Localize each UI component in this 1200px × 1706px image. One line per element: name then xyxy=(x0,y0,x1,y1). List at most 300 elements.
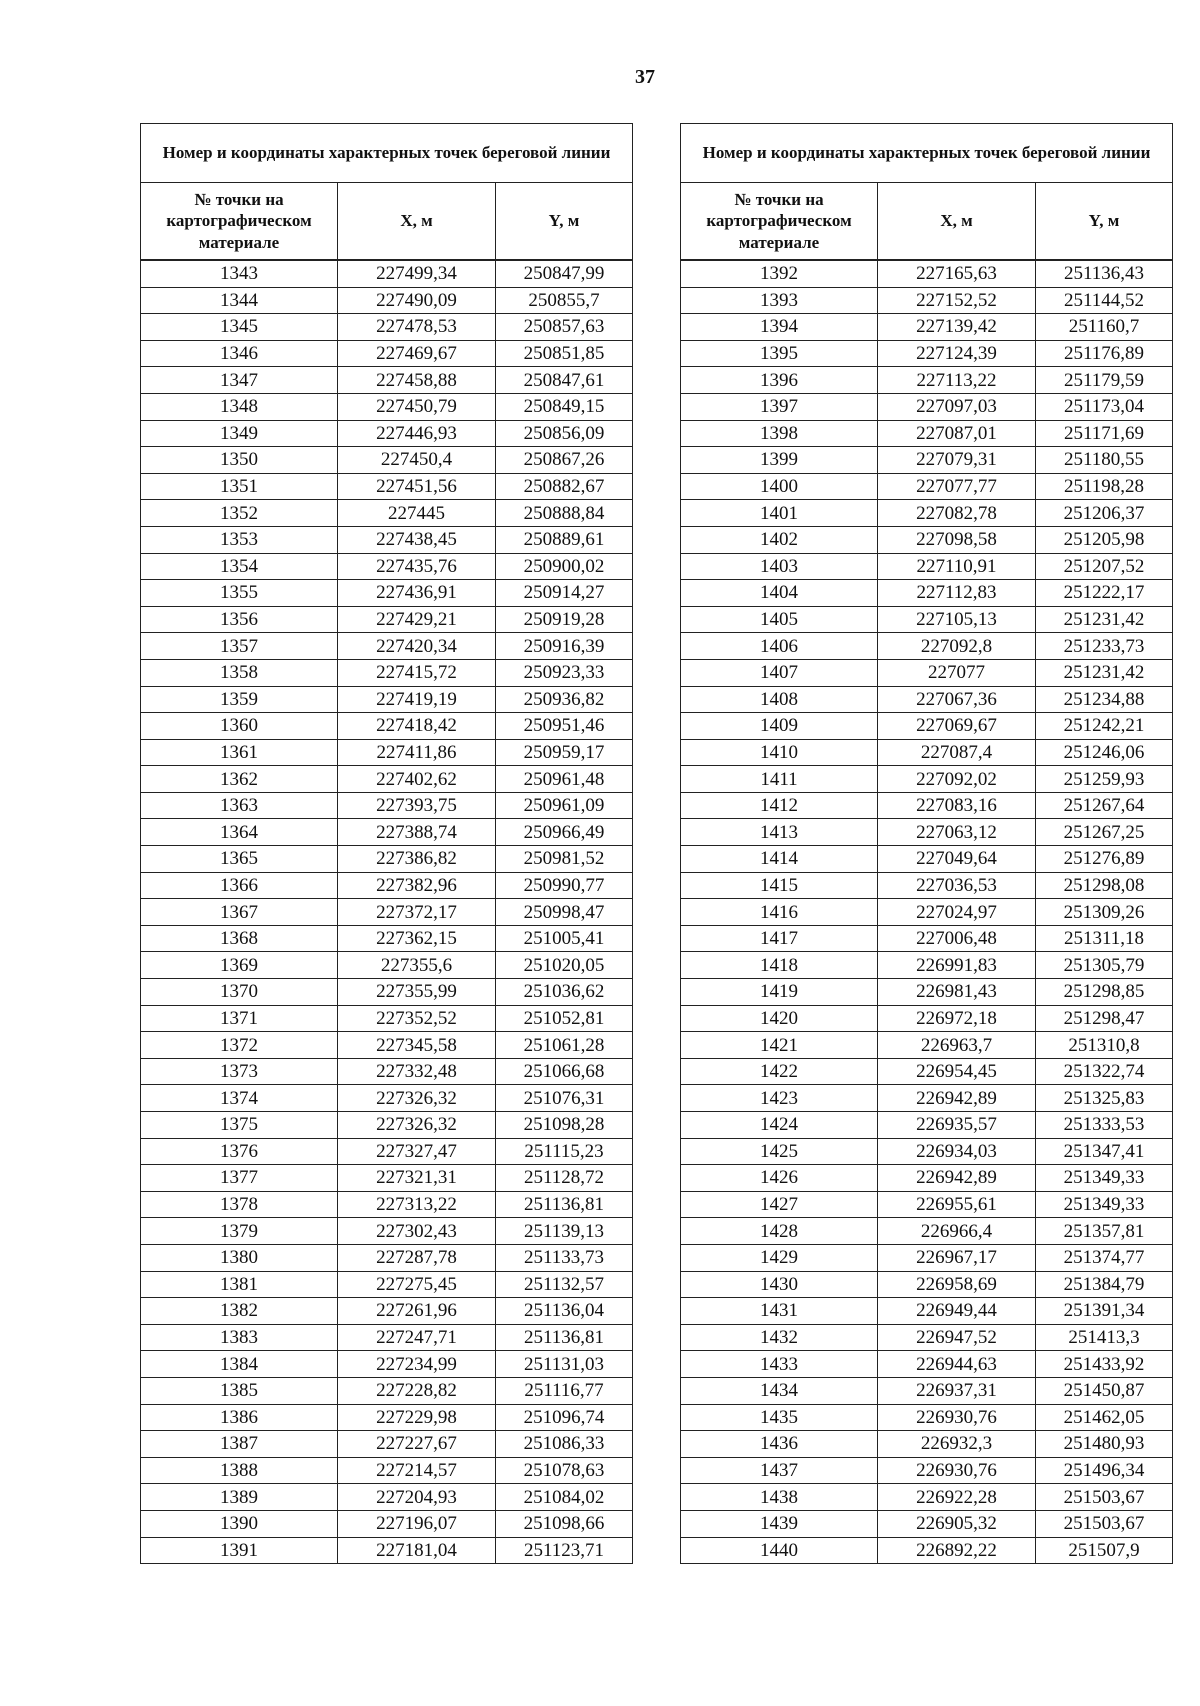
cell-point-number: 1355 xyxy=(141,580,338,607)
table-row xyxy=(141,1138,633,1165)
cell-y: 251096,74 xyxy=(496,1404,633,1431)
cell-y: 251267,25 xyxy=(1036,819,1173,846)
cell-y: 251098,66 xyxy=(496,1510,633,1537)
cell-x: 227372,17 xyxy=(338,899,496,926)
cell-x: 227152,52 xyxy=(878,287,1036,314)
table-row xyxy=(141,1377,633,1404)
table-row xyxy=(681,420,1173,447)
cell-point-number: 1408 xyxy=(681,686,878,713)
cell-x: 227321,31 xyxy=(338,1165,496,1192)
cell-point-number: 1372 xyxy=(141,1032,338,1059)
table-row xyxy=(141,1404,633,1431)
table-row xyxy=(141,1484,633,1511)
cell-point-number: 1432 xyxy=(681,1324,878,1351)
cell-y: 251173,04 xyxy=(1036,393,1173,420)
cell-y: 251349,33 xyxy=(1036,1191,1173,1218)
cell-point-number: 1439 xyxy=(681,1510,878,1537)
table-row xyxy=(681,447,1173,474)
cell-y: 251036,62 xyxy=(496,979,633,1006)
cell-point-number: 1364 xyxy=(141,819,338,846)
cell-y: 251311,18 xyxy=(1036,925,1173,952)
cell-point-number: 1429 xyxy=(681,1244,878,1271)
cell-x: 227063,12 xyxy=(878,819,1036,846)
cell-x: 226922,28 xyxy=(878,1484,1036,1511)
table-row xyxy=(681,1431,1173,1458)
table-row xyxy=(681,1005,1173,1032)
table-row xyxy=(681,1298,1173,1325)
cell-point-number: 1356 xyxy=(141,606,338,633)
cell-point-number: 1398 xyxy=(681,420,878,447)
cell-y: 250990,77 xyxy=(496,872,633,899)
table-row xyxy=(681,819,1173,846)
cell-y: 251084,02 xyxy=(496,1484,633,1511)
cell-x: 227415,72 xyxy=(338,659,496,686)
cell-x: 226981,43 xyxy=(878,979,1036,1006)
cell-y: 251136,81 xyxy=(496,1191,633,1218)
table-row xyxy=(681,260,1173,287)
cell-x: 226942,89 xyxy=(878,1165,1036,1192)
table-row xyxy=(141,314,633,341)
cell-point-number: 1423 xyxy=(681,1085,878,1112)
cell-point-number: 1437 xyxy=(681,1457,878,1484)
cell-x: 226934,03 xyxy=(878,1138,1036,1165)
table-row xyxy=(681,553,1173,580)
cell-point-number: 1433 xyxy=(681,1351,878,1378)
cell-point-number: 1365 xyxy=(141,846,338,873)
cell-y: 250919,28 xyxy=(496,606,633,633)
cell-point-number: 1421 xyxy=(681,1032,878,1059)
table-row xyxy=(141,819,633,846)
cell-point-number: 1389 xyxy=(141,1484,338,1511)
cell-point-number: 1397 xyxy=(681,393,878,420)
cell-x: 227036,53 xyxy=(878,872,1036,899)
cell-y: 251066,68 xyxy=(496,1058,633,1085)
cell-y: 251357,81 xyxy=(1036,1218,1173,1245)
cell-point-number: 1386 xyxy=(141,1404,338,1431)
cell-point-number: 1346 xyxy=(141,340,338,367)
table-row xyxy=(681,1085,1173,1112)
cell-point-number: 1409 xyxy=(681,713,878,740)
cell-y: 251020,05 xyxy=(496,952,633,979)
cell-x: 226966,4 xyxy=(878,1218,1036,1245)
cell-x: 227345,58 xyxy=(338,1032,496,1059)
table-row xyxy=(141,1351,633,1378)
table-row xyxy=(141,340,633,367)
cell-x: 227418,42 xyxy=(338,713,496,740)
page-number: 37 xyxy=(635,66,655,88)
table-row xyxy=(681,1351,1173,1378)
table-row xyxy=(681,1404,1173,1431)
table-row xyxy=(681,1324,1173,1351)
cell-point-number: 1419 xyxy=(681,979,878,1006)
cell-point-number: 1362 xyxy=(141,766,338,793)
table-row xyxy=(681,1537,1173,1564)
cell-y: 251061,28 xyxy=(496,1032,633,1059)
cell-x: 227393,75 xyxy=(338,792,496,819)
table-row xyxy=(681,1271,1173,1298)
cell-y: 251115,23 xyxy=(496,1138,633,1165)
table-row xyxy=(141,1058,633,1085)
cell-x: 226892,22 xyxy=(878,1537,1036,1564)
cell-x: 227112,83 xyxy=(878,580,1036,607)
cell-x: 227352,52 xyxy=(338,1005,496,1032)
column-header-x: X, м xyxy=(338,183,496,261)
table-row xyxy=(141,1271,633,1298)
cell-x: 226949,44 xyxy=(878,1298,1036,1325)
cell-point-number: 1392 xyxy=(681,260,878,287)
cell-point-number: 1353 xyxy=(141,526,338,553)
cell-y: 251078,63 xyxy=(496,1457,633,1484)
cell-y: 250849,15 xyxy=(496,393,633,420)
cell-x: 227355,6 xyxy=(338,952,496,979)
cell-x: 227435,76 xyxy=(338,553,496,580)
cell-x: 226955,61 xyxy=(878,1191,1036,1218)
cell-x: 227067,36 xyxy=(878,686,1036,713)
cell-y: 251276,89 xyxy=(1036,846,1173,873)
cell-x: 227024,97 xyxy=(878,899,1036,926)
cell-y: 251242,21 xyxy=(1036,713,1173,740)
cell-x: 227139,42 xyxy=(878,314,1036,341)
cell-y: 251347,41 xyxy=(1036,1138,1173,1165)
cell-x: 227355,99 xyxy=(338,979,496,1006)
cell-x: 226958,69 xyxy=(878,1271,1036,1298)
cell-point-number: 1436 xyxy=(681,1431,878,1458)
table-row xyxy=(141,500,633,527)
table-row xyxy=(141,1244,633,1271)
table-row xyxy=(681,713,1173,740)
cell-point-number: 1415 xyxy=(681,872,878,899)
cell-x: 227092,8 xyxy=(878,633,1036,660)
cell-y: 251234,88 xyxy=(1036,686,1173,713)
cell-point-number: 1367 xyxy=(141,899,338,926)
table-row xyxy=(681,1058,1173,1085)
table-row xyxy=(141,979,633,1006)
cell-point-number: 1399 xyxy=(681,447,878,474)
cell-y: 251507,9 xyxy=(1036,1537,1173,1564)
cell-y: 251413,3 xyxy=(1036,1324,1173,1351)
cell-y: 251128,72 xyxy=(496,1165,633,1192)
table-row xyxy=(141,1032,633,1059)
table-row xyxy=(681,1165,1173,1192)
table-row xyxy=(141,766,633,793)
cell-point-number: 1424 xyxy=(681,1112,878,1139)
cell-y: 251171,69 xyxy=(1036,420,1173,447)
cell-y: 251309,26 xyxy=(1036,899,1173,926)
table-row xyxy=(141,1324,633,1351)
cell-x: 227105,13 xyxy=(878,606,1036,633)
table-row xyxy=(141,606,633,633)
table-row xyxy=(141,1537,633,1564)
cell-y: 251180,55 xyxy=(1036,447,1173,474)
cell-point-number: 1359 xyxy=(141,686,338,713)
cell-x: 227499,34 xyxy=(338,260,496,287)
cell-y: 251298,47 xyxy=(1036,1005,1173,1032)
cell-x: 226963,7 xyxy=(878,1032,1036,1059)
cell-x: 227382,96 xyxy=(338,872,496,899)
table-row xyxy=(681,739,1173,766)
cell-y: 251462,05 xyxy=(1036,1404,1173,1431)
cell-x: 227181,04 xyxy=(338,1537,496,1564)
table-row xyxy=(681,899,1173,926)
cell-x: 227451,56 xyxy=(338,473,496,500)
cell-y: 251222,17 xyxy=(1036,580,1173,607)
table-row xyxy=(141,686,633,713)
cell-y: 251325,83 xyxy=(1036,1085,1173,1112)
cell-point-number: 1413 xyxy=(681,819,878,846)
cell-point-number: 1350 xyxy=(141,447,338,474)
cell-y: 251384,79 xyxy=(1036,1271,1173,1298)
cell-x: 227388,74 xyxy=(338,819,496,846)
table-row xyxy=(681,500,1173,527)
cell-y: 251433,92 xyxy=(1036,1351,1173,1378)
table-row xyxy=(681,287,1173,314)
cell-x: 227069,67 xyxy=(878,713,1036,740)
cell-y: 251160,7 xyxy=(1036,314,1173,341)
cell-x: 227450,4 xyxy=(338,447,496,474)
cell-x: 227411,86 xyxy=(338,739,496,766)
cell-point-number: 1422 xyxy=(681,1058,878,1085)
cell-point-number: 1347 xyxy=(141,367,338,394)
cell-x: 227098,58 xyxy=(878,526,1036,553)
table-row xyxy=(141,713,633,740)
cell-point-number: 1431 xyxy=(681,1298,878,1325)
cell-y: 250856,09 xyxy=(496,420,633,447)
cell-y: 251144,52 xyxy=(1036,287,1173,314)
table-row xyxy=(681,872,1173,899)
cell-y: 250847,61 xyxy=(496,367,633,394)
cell-x: 227087,01 xyxy=(878,420,1036,447)
cell-x: 227446,93 xyxy=(338,420,496,447)
cell-point-number: 1344 xyxy=(141,287,338,314)
cell-point-number: 1363 xyxy=(141,792,338,819)
table-row xyxy=(141,952,633,979)
cell-y: 251310,8 xyxy=(1036,1032,1173,1059)
cell-y: 251206,37 xyxy=(1036,500,1173,527)
table-row xyxy=(681,1218,1173,1245)
table-row xyxy=(681,1457,1173,1484)
table-row xyxy=(141,1431,633,1458)
cell-x: 227110,91 xyxy=(878,553,1036,580)
cell-x: 227445 xyxy=(338,500,496,527)
cell-y: 251076,31 xyxy=(496,1085,633,1112)
cell-point-number: 1376 xyxy=(141,1138,338,1165)
table-row xyxy=(141,1085,633,1112)
cell-x: 227326,32 xyxy=(338,1085,496,1112)
column-header-y: Y, м xyxy=(1036,183,1173,261)
cell-y: 250923,33 xyxy=(496,659,633,686)
cell-y: 251136,81 xyxy=(496,1324,633,1351)
table-row xyxy=(141,633,633,660)
cell-x: 227113,22 xyxy=(878,367,1036,394)
cell-x: 227196,07 xyxy=(338,1510,496,1537)
cell-y: 251116,77 xyxy=(496,1377,633,1404)
cell-point-number: 1371 xyxy=(141,1005,338,1032)
cell-x: 227097,03 xyxy=(878,393,1036,420)
cell-point-number: 1393 xyxy=(681,287,878,314)
cell-x: 226932,3 xyxy=(878,1431,1036,1458)
cell-y: 251333,53 xyxy=(1036,1112,1173,1139)
table-row xyxy=(681,340,1173,367)
cell-point-number: 1414 xyxy=(681,846,878,873)
table-row xyxy=(141,1165,633,1192)
cell-point-number: 1430 xyxy=(681,1271,878,1298)
cell-y: 251233,73 xyxy=(1036,633,1173,660)
cell-x: 227327,47 xyxy=(338,1138,496,1165)
cell-y: 250851,85 xyxy=(496,340,633,367)
cell-point-number: 1357 xyxy=(141,633,338,660)
cell-point-number: 1349 xyxy=(141,420,338,447)
table-row xyxy=(681,925,1173,952)
table-title: Номер и координаты характерных точек береговой линии xyxy=(681,124,1173,183)
cell-y: 250961,09 xyxy=(496,792,633,819)
cell-point-number: 1417 xyxy=(681,925,878,952)
cell-y: 251052,81 xyxy=(496,1005,633,1032)
cell-x: 227313,22 xyxy=(338,1191,496,1218)
cell-y: 250966,49 xyxy=(496,819,633,846)
table-row xyxy=(141,659,633,686)
cell-point-number: 1416 xyxy=(681,899,878,926)
cell-y: 250882,67 xyxy=(496,473,633,500)
table-row xyxy=(681,606,1173,633)
cell-x: 226937,31 xyxy=(878,1377,1036,1404)
cell-y: 251207,52 xyxy=(1036,553,1173,580)
table-row xyxy=(141,899,633,926)
cell-point-number: 1435 xyxy=(681,1404,878,1431)
table-row xyxy=(141,393,633,420)
cell-y: 250951,46 xyxy=(496,713,633,740)
cell-y: 250847,99 xyxy=(496,260,633,287)
table-row xyxy=(141,925,633,952)
table-row xyxy=(681,686,1173,713)
coordinates-table-left xyxy=(140,123,633,1564)
cell-y: 251349,33 xyxy=(1036,1165,1173,1192)
cell-point-number: 1404 xyxy=(681,580,878,607)
table-row xyxy=(681,1138,1173,1165)
table-row xyxy=(681,792,1173,819)
cell-point-number: 1366 xyxy=(141,872,338,899)
cell-point-number: 1405 xyxy=(681,606,878,633)
cell-point-number: 1343 xyxy=(141,260,338,287)
table-row xyxy=(141,1005,633,1032)
table-row xyxy=(681,367,1173,394)
cell-x: 227124,39 xyxy=(878,340,1036,367)
table-row xyxy=(681,766,1173,793)
cell-y: 250855,7 xyxy=(496,287,633,314)
cell-x: 227227,67 xyxy=(338,1431,496,1458)
cell-y: 251231,42 xyxy=(1036,659,1173,686)
cell-point-number: 1390 xyxy=(141,1510,338,1537)
cell-x: 226935,57 xyxy=(878,1112,1036,1139)
cell-point-number: 1351 xyxy=(141,473,338,500)
table-row xyxy=(141,792,633,819)
cell-point-number: 1370 xyxy=(141,979,338,1006)
table-row xyxy=(681,1510,1173,1537)
cell-x: 227419,19 xyxy=(338,686,496,713)
table-row xyxy=(141,420,633,447)
cell-y: 251391,34 xyxy=(1036,1298,1173,1325)
cell-y: 251133,73 xyxy=(496,1244,633,1271)
table-row xyxy=(141,553,633,580)
table-row xyxy=(681,979,1173,1006)
table-row xyxy=(141,1191,633,1218)
cell-y: 250889,61 xyxy=(496,526,633,553)
cell-point-number: 1354 xyxy=(141,553,338,580)
cell-y: 251098,28 xyxy=(496,1112,633,1139)
cell-point-number: 1410 xyxy=(681,739,878,766)
cell-x: 227287,78 xyxy=(338,1244,496,1271)
cell-point-number: 1345 xyxy=(141,314,338,341)
table-row xyxy=(141,846,633,873)
cell-y: 251322,74 xyxy=(1036,1058,1173,1085)
cell-point-number: 1428 xyxy=(681,1218,878,1245)
cell-x: 227490,09 xyxy=(338,287,496,314)
cell-point-number: 1425 xyxy=(681,1138,878,1165)
cell-x: 226944,63 xyxy=(878,1351,1036,1378)
cell-x: 227458,88 xyxy=(338,367,496,394)
table-row xyxy=(681,1191,1173,1218)
cell-point-number: 1387 xyxy=(141,1431,338,1458)
cell-y: 251179,59 xyxy=(1036,367,1173,394)
cell-point-number: 1368 xyxy=(141,925,338,952)
cell-y: 251267,64 xyxy=(1036,792,1173,819)
cell-y: 251480,93 xyxy=(1036,1431,1173,1458)
table-row xyxy=(681,952,1173,979)
cell-point-number: 1360 xyxy=(141,713,338,740)
cell-point-number: 1379 xyxy=(141,1218,338,1245)
table-row xyxy=(681,314,1173,341)
table-body xyxy=(681,260,1173,1564)
cell-y: 251298,85 xyxy=(1036,979,1173,1006)
table-row xyxy=(681,846,1173,873)
cell-x: 226991,83 xyxy=(878,952,1036,979)
cell-x: 227077 xyxy=(878,659,1036,686)
table-row xyxy=(681,1377,1173,1404)
table-row xyxy=(681,580,1173,607)
table-row xyxy=(141,1112,633,1139)
cell-y: 251231,42 xyxy=(1036,606,1173,633)
cell-y: 251139,13 xyxy=(496,1218,633,1245)
cell-x: 227204,93 xyxy=(338,1484,496,1511)
cell-point-number: 1374 xyxy=(141,1085,338,1112)
cell-point-number: 1394 xyxy=(681,314,878,341)
cell-x: 226930,76 xyxy=(878,1404,1036,1431)
cell-y: 251374,77 xyxy=(1036,1244,1173,1271)
table-row xyxy=(141,260,633,287)
table-title: Номер и координаты характерных точек береговой линии xyxy=(141,124,633,183)
column-header-point-number: № точки на картографическом материале xyxy=(681,183,878,261)
cell-x: 227229,98 xyxy=(338,1404,496,1431)
table-row xyxy=(681,1112,1173,1139)
table-row xyxy=(681,1484,1173,1511)
cell-x: 226905,32 xyxy=(878,1510,1036,1537)
table-row xyxy=(141,872,633,899)
cell-x: 227077,77 xyxy=(878,473,1036,500)
cell-y: 250959,17 xyxy=(496,739,633,766)
cell-point-number: 1369 xyxy=(141,952,338,979)
cell-point-number: 1395 xyxy=(681,340,878,367)
cell-point-number: 1385 xyxy=(141,1377,338,1404)
cell-point-number: 1426 xyxy=(681,1165,878,1192)
cell-point-number: 1440 xyxy=(681,1537,878,1564)
cell-x: 227247,71 xyxy=(338,1324,496,1351)
cell-y: 251246,06 xyxy=(1036,739,1173,766)
cell-point-number: 1438 xyxy=(681,1484,878,1511)
table-row xyxy=(681,633,1173,660)
table-row xyxy=(141,367,633,394)
table-row xyxy=(681,1244,1173,1271)
table-row xyxy=(141,1298,633,1325)
cell-x: 226947,52 xyxy=(878,1324,1036,1351)
